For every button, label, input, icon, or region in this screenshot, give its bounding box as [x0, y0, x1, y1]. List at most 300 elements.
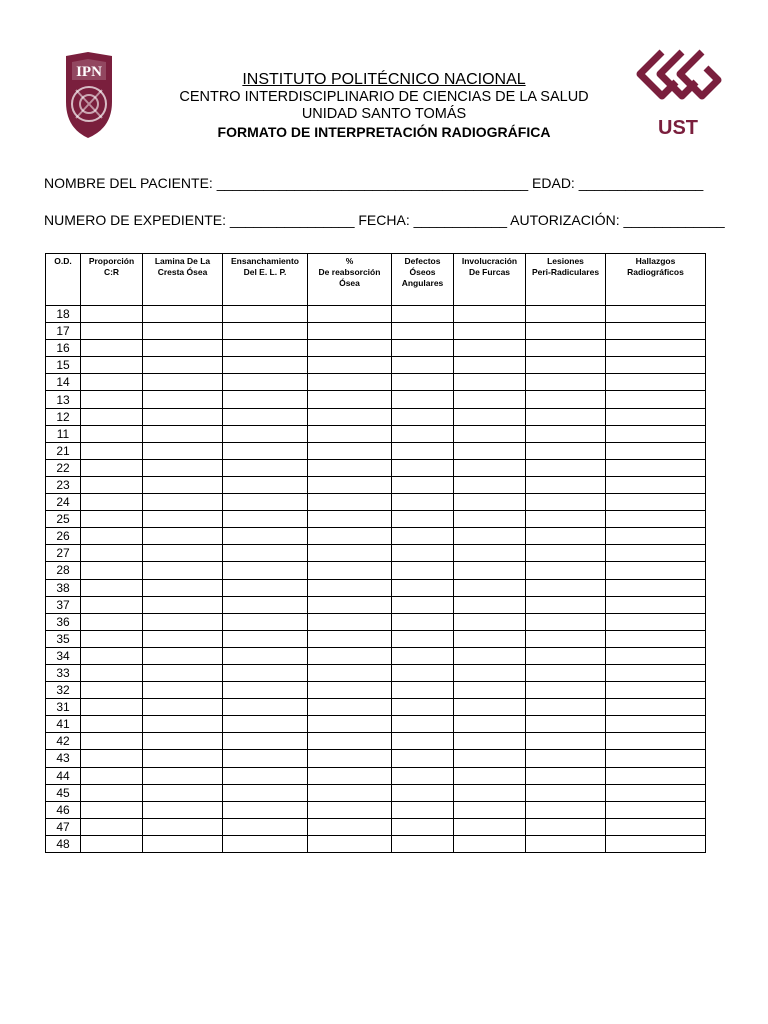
entry-cell[interactable] — [223, 699, 308, 716]
entry-cell[interactable] — [454, 391, 526, 408]
entry-cell[interactable] — [392, 801, 454, 818]
entry-cell[interactable] — [308, 442, 392, 459]
entry-cell[interactable] — [223, 408, 308, 425]
entry-cell[interactable] — [392, 682, 454, 699]
entry-cell[interactable] — [81, 340, 143, 357]
entry-cell[interactable] — [308, 596, 392, 613]
column-header: Lesiones Peri-Radiculares — [526, 254, 606, 306]
entry-cell[interactable] — [606, 323, 706, 340]
entry-cell[interactable] — [308, 801, 392, 818]
entry-cell[interactable] — [606, 647, 706, 664]
entry-cell[interactable] — [454, 545, 526, 562]
entry-cell[interactable] — [308, 733, 392, 750]
entry-cell[interactable] — [308, 357, 392, 374]
entry-cell[interactable] — [454, 664, 526, 681]
entry-cell[interactable] — [606, 750, 706, 767]
entry-cell[interactable] — [81, 459, 143, 476]
entry-cell[interactable] — [526, 391, 606, 408]
table-row — [46, 699, 706, 716]
entry-cell[interactable] — [81, 562, 143, 579]
entry-cell[interactable] — [526, 647, 606, 664]
entry-cell[interactable] — [143, 408, 223, 425]
table-row — [46, 476, 706, 493]
entry-cell[interactable] — [223, 476, 308, 493]
entry-cell[interactable] — [392, 306, 454, 323]
entry-cell[interactable] — [606, 545, 706, 562]
tooth-number: 11 — [46, 425, 81, 442]
entry-cell[interactable] — [606, 459, 706, 476]
entry-cell[interactable] — [454, 494, 526, 511]
entry-cell[interactable] — [454, 699, 526, 716]
tooth-number: 36 — [46, 613, 81, 630]
entry-cell[interactable] — [606, 562, 706, 579]
entry-cell[interactable] — [526, 784, 606, 801]
entry-cell[interactable] — [223, 545, 308, 562]
entry-cell[interactable] — [392, 647, 454, 664]
entry-cell[interactable] — [308, 579, 392, 596]
entry-cell[interactable] — [81, 425, 143, 442]
entry-cell[interactable] — [223, 374, 308, 391]
entry-cell[interactable] — [223, 306, 308, 323]
entry-cell[interactable] — [454, 613, 526, 630]
entry-cell[interactable] — [81, 835, 143, 852]
entry-cell[interactable] — [454, 408, 526, 425]
entry-cell[interactable] — [392, 357, 454, 374]
tooth-number: 23 — [46, 476, 81, 493]
entry-cell[interactable] — [526, 476, 606, 493]
table-row — [46, 801, 706, 818]
entry-cell[interactable] — [223, 750, 308, 767]
entry-cell[interactable] — [454, 750, 526, 767]
entry-cell[interactable] — [526, 511, 606, 528]
entry-cell[interactable] — [81, 767, 143, 784]
entry-cell[interactable] — [223, 596, 308, 613]
entry-cell[interactable] — [606, 408, 706, 425]
entry-cell[interactable] — [606, 391, 706, 408]
entry-cell[interactable] — [308, 716, 392, 733]
entry-cell[interactable] — [606, 357, 706, 374]
entry-cell[interactable] — [143, 511, 223, 528]
ipn-logo — [58, 50, 120, 140]
entry-cell[interactable] — [143, 562, 223, 579]
table-row — [46, 425, 706, 442]
entry-cell[interactable] — [454, 459, 526, 476]
entry-cell[interactable] — [81, 733, 143, 750]
entry-cell[interactable] — [454, 323, 526, 340]
entry-cell[interactable] — [606, 528, 706, 545]
entry-cell[interactable] — [392, 459, 454, 476]
entry-cell[interactable] — [606, 630, 706, 647]
entry-cell[interactable] — [392, 374, 454, 391]
entry-cell[interactable] — [454, 784, 526, 801]
entry-cell[interactable] — [143, 442, 223, 459]
entry-cell[interactable] — [454, 425, 526, 442]
entry-cell[interactable] — [143, 767, 223, 784]
entry-cell[interactable] — [454, 511, 526, 528]
tooth-number: 35 — [46, 630, 81, 647]
tooth-number: 47 — [46, 818, 81, 835]
entry-cell[interactable] — [143, 613, 223, 630]
entry-cell[interactable] — [454, 579, 526, 596]
entry-cell[interactable] — [81, 357, 143, 374]
entry-cell[interactable] — [526, 750, 606, 767]
entry-cell[interactable] — [392, 596, 454, 613]
entry-cell[interactable] — [223, 647, 308, 664]
entry-cell[interactable] — [526, 818, 606, 835]
entry-cell[interactable] — [81, 374, 143, 391]
entry-cell[interactable] — [606, 613, 706, 630]
entry-cell[interactable] — [143, 545, 223, 562]
entry-cell[interactable] — [223, 613, 308, 630]
entry-cell[interactable] — [526, 323, 606, 340]
entry-cell[interactable] — [606, 801, 706, 818]
entry-cell[interactable] — [81, 494, 143, 511]
entry-cell[interactable] — [81, 818, 143, 835]
entry-cell[interactable] — [223, 579, 308, 596]
entry-cell[interactable] — [223, 391, 308, 408]
entry-cell[interactable] — [81, 545, 143, 562]
entry-cell[interactable] — [143, 391, 223, 408]
entry-cell[interactable] — [308, 391, 392, 408]
entry-cell[interactable] — [526, 494, 606, 511]
entry-cell[interactable] — [606, 442, 706, 459]
entry-cell[interactable] — [143, 340, 223, 357]
entry-cell[interactable] — [526, 699, 606, 716]
entry-cell[interactable] — [392, 767, 454, 784]
ust-logo — [632, 44, 724, 140]
entry-cell[interactable] — [526, 459, 606, 476]
entry-cell[interactable] — [223, 630, 308, 647]
entry-cell[interactable] — [308, 664, 392, 681]
entry-cell[interactable] — [223, 784, 308, 801]
entry-cell[interactable] — [308, 767, 392, 784]
tooth-number: 14 — [46, 374, 81, 391]
column-header: Involucración De Furcas — [454, 254, 526, 306]
entry-cell[interactable] — [81, 716, 143, 733]
entry-cell[interactable] — [308, 425, 392, 442]
entry-cell[interactable] — [526, 545, 606, 562]
entry-cell[interactable] — [308, 374, 392, 391]
entry-cell[interactable] — [308, 835, 392, 852]
entry-cell[interactable] — [392, 630, 454, 647]
entry-cell[interactable] — [308, 528, 392, 545]
entry-cell[interactable] — [308, 562, 392, 579]
entry-cell[interactable] — [308, 459, 392, 476]
entry-cell[interactable] — [454, 716, 526, 733]
entry-cell[interactable] — [143, 647, 223, 664]
entry-cell[interactable] — [223, 716, 308, 733]
table-row — [46, 357, 706, 374]
entry-cell[interactable] — [81, 579, 143, 596]
table-row — [46, 784, 706, 801]
entry-cell[interactable] — [454, 357, 526, 374]
entry-cell[interactable] — [143, 750, 223, 767]
entry-cell[interactable] — [526, 664, 606, 681]
table-row — [46, 579, 706, 596]
entry-cell[interactable] — [392, 733, 454, 750]
entry-cell[interactable] — [223, 357, 308, 374]
entry-cell[interactable] — [81, 664, 143, 681]
tooth-number: 22 — [46, 459, 81, 476]
table-row — [46, 545, 706, 562]
column-header: Hallazgos Radiográficos — [606, 254, 706, 306]
entry-cell[interactable] — [308, 545, 392, 562]
entry-cell[interactable] — [454, 630, 526, 647]
entry-cell[interactable] — [308, 340, 392, 357]
entry-cell[interactable] — [454, 528, 526, 545]
entry-cell[interactable] — [526, 528, 606, 545]
entry-cell[interactable] — [454, 442, 526, 459]
entry-cell[interactable] — [526, 442, 606, 459]
entry-cell[interactable] — [223, 664, 308, 681]
entry-cell[interactable] — [81, 784, 143, 801]
table-row — [46, 630, 706, 647]
entry-cell[interactable] — [392, 613, 454, 630]
entry-cell[interactable] — [392, 579, 454, 596]
entry-cell[interactable] — [454, 647, 526, 664]
entry-cell[interactable] — [308, 408, 392, 425]
entry-cell[interactable] — [81, 323, 143, 340]
entry-cell[interactable] — [223, 818, 308, 835]
entry-cell[interactable] — [223, 459, 308, 476]
entry-cell[interactable] — [526, 682, 606, 699]
entry-cell[interactable] — [606, 596, 706, 613]
entry-cell[interactable] — [606, 699, 706, 716]
entry-cell[interactable] — [392, 442, 454, 459]
entry-cell[interactable] — [81, 801, 143, 818]
entry-cell[interactable] — [454, 340, 526, 357]
entry-cell[interactable] — [392, 323, 454, 340]
entry-cell[interactable] — [223, 425, 308, 442]
entry-cell[interactable] — [81, 408, 143, 425]
entry-cell[interactable] — [143, 596, 223, 613]
entry-cell[interactable] — [392, 835, 454, 852]
table-row — [46, 459, 706, 476]
entry-cell[interactable] — [392, 408, 454, 425]
entry-cell[interactable] — [308, 613, 392, 630]
entry-cell[interactable] — [454, 733, 526, 750]
entry-cell[interactable] — [454, 476, 526, 493]
table-row — [46, 306, 706, 323]
entry-cell[interactable] — [392, 818, 454, 835]
entry-cell[interactable] — [392, 494, 454, 511]
entry-cell[interactable] — [81, 511, 143, 528]
entry-cell[interactable] — [526, 579, 606, 596]
entry-cell[interactable] — [223, 442, 308, 459]
entry-cell[interactable] — [454, 374, 526, 391]
entry-cell[interactable] — [606, 733, 706, 750]
entry-cell[interactable] — [143, 323, 223, 340]
tooth-number: 46 — [46, 801, 81, 818]
entry-cell[interactable] — [143, 835, 223, 852]
table-row — [46, 716, 706, 733]
entry-cell[interactable] — [392, 476, 454, 493]
entry-cell[interactable] — [392, 562, 454, 579]
tooth-number: 27 — [46, 545, 81, 562]
entry-cell[interactable] — [606, 784, 706, 801]
entry-cell[interactable] — [308, 323, 392, 340]
entry-cell[interactable] — [454, 767, 526, 784]
entry-cell[interactable] — [223, 562, 308, 579]
entry-cell[interactable] — [606, 835, 706, 852]
entry-cell[interactable] — [606, 818, 706, 835]
entry-cell[interactable] — [143, 664, 223, 681]
entry-cell[interactable] — [392, 664, 454, 681]
entry-cell[interactable] — [223, 767, 308, 784]
table-row — [46, 323, 706, 340]
entry-cell[interactable] — [392, 750, 454, 767]
entry-cell[interactable] — [526, 835, 606, 852]
entry-cell[interactable] — [81, 750, 143, 767]
entry-cell[interactable] — [143, 374, 223, 391]
entry-cell[interactable] — [526, 357, 606, 374]
entry-cell[interactable] — [308, 784, 392, 801]
table-row — [46, 647, 706, 664]
record-date-auth-line[interactable]: NUMERO DE EXPEDIENTE: ________________ FECHA: ____________ AUTORIZACIÓN: _____________ — [44, 212, 725, 228]
entry-cell[interactable] — [526, 801, 606, 818]
entry-cell[interactable] — [392, 716, 454, 733]
entry-cell[interactable] — [143, 579, 223, 596]
ipn-crest-icon — [58, 50, 120, 140]
entry-cell[interactable] — [606, 664, 706, 681]
entry-cell[interactable] — [143, 716, 223, 733]
entry-cell[interactable] — [143, 801, 223, 818]
entry-cell[interactable] — [526, 340, 606, 357]
entry-cell[interactable] — [454, 818, 526, 835]
column-header: Proporción C:R — [81, 254, 143, 306]
entry-cell[interactable] — [81, 442, 143, 459]
entry-cell[interactable] — [526, 408, 606, 425]
entry-cell[interactable] — [308, 818, 392, 835]
entry-cell[interactable] — [392, 784, 454, 801]
entry-cell[interactable] — [143, 306, 223, 323]
entry-cell[interactable] — [392, 511, 454, 528]
entry-cell[interactable] — [606, 682, 706, 699]
entry-cell[interactable] — [143, 682, 223, 699]
entry-cell[interactable] — [606, 374, 706, 391]
entry-cell[interactable] — [526, 767, 606, 784]
tooth-number: 32 — [46, 682, 81, 699]
entry-cell[interactable] — [526, 374, 606, 391]
entry-cell[interactable] — [81, 647, 143, 664]
entry-cell[interactable] — [454, 596, 526, 613]
entry-cell[interactable] — [81, 596, 143, 613]
entry-cell[interactable] — [143, 357, 223, 374]
entry-cell[interactable] — [526, 613, 606, 630]
entry-cell[interactable] — [308, 494, 392, 511]
entry-cell[interactable] — [81, 630, 143, 647]
entry-cell[interactable] — [223, 733, 308, 750]
entry-cell[interactable] — [81, 476, 143, 493]
entry-cell[interactable] — [526, 562, 606, 579]
entry-cell[interactable] — [454, 682, 526, 699]
entry-cell[interactable] — [143, 699, 223, 716]
entry-cell[interactable] — [223, 528, 308, 545]
entry-cell[interactable] — [606, 306, 706, 323]
entry-cell[interactable] — [143, 630, 223, 647]
entry-cell[interactable] — [143, 459, 223, 476]
entry-cell[interactable] — [606, 716, 706, 733]
entry-cell[interactable] — [308, 306, 392, 323]
entry-cell[interactable] — [81, 391, 143, 408]
entry-cell[interactable] — [308, 699, 392, 716]
table-row — [46, 391, 706, 408]
entry-cell[interactable] — [454, 306, 526, 323]
tooth-number: 18 — [46, 306, 81, 323]
entry-cell[interactable] — [308, 476, 392, 493]
entry-cell[interactable] — [526, 425, 606, 442]
entry-cell[interactable] — [308, 511, 392, 528]
entry-cell[interactable] — [454, 835, 526, 852]
entry-cell[interactable] — [143, 818, 223, 835]
entry-cell[interactable] — [143, 494, 223, 511]
entry-cell[interactable] — [143, 784, 223, 801]
entry-cell[interactable] — [392, 545, 454, 562]
entry-cell[interactable] — [526, 596, 606, 613]
entry-cell[interactable] — [606, 494, 706, 511]
entry-cell[interactable] — [223, 340, 308, 357]
entry-cell[interactable] — [606, 476, 706, 493]
entry-cell[interactable] — [143, 528, 223, 545]
entry-cell[interactable] — [308, 630, 392, 647]
patient-name-age-line[interactable]: NOMBRE DEL PACIENTE: ________________________________________ EDAD: ________________ — [44, 175, 704, 191]
entry-cell[interactable] — [143, 733, 223, 750]
entry-cell[interactable] — [223, 511, 308, 528]
entry-cell[interactable] — [143, 476, 223, 493]
entry-cell[interactable] — [526, 630, 606, 647]
entry-cell[interactable] — [308, 682, 392, 699]
entry-cell[interactable] — [526, 716, 606, 733]
entry-cell[interactable] — [392, 340, 454, 357]
entry-cell[interactable] — [81, 306, 143, 323]
entry-cell[interactable] — [392, 699, 454, 716]
entry-cell[interactable] — [81, 682, 143, 699]
entry-cell[interactable] — [81, 528, 143, 545]
table-row — [46, 528, 706, 545]
entry-cell[interactable] — [223, 494, 308, 511]
table-row — [46, 613, 706, 630]
entry-cell[interactable] — [223, 323, 308, 340]
tooth-number: 42 — [46, 733, 81, 750]
entry-cell[interactable] — [392, 528, 454, 545]
table-row — [46, 750, 706, 767]
document-header — [160, 70, 608, 142]
entry-cell[interactable] — [308, 750, 392, 767]
entry-cell[interactable] — [606, 511, 706, 528]
entry-cell[interactable] — [308, 647, 392, 664]
entry-cell[interactable] — [392, 425, 454, 442]
ust-mark-icon — [632, 44, 724, 140]
entry-cell[interactable] — [143, 425, 223, 442]
entry-cell[interactable] — [81, 613, 143, 630]
entry-cell[interactable] — [81, 699, 143, 716]
entry-cell[interactable] — [606, 425, 706, 442]
entry-cell[interactable] — [526, 306, 606, 323]
entry-cell[interactable] — [606, 767, 706, 784]
table-row — [46, 596, 706, 613]
table-row — [46, 408, 706, 425]
entry-cell[interactable] — [526, 733, 606, 750]
column-header: Ensanchamiento Del E. L. P. — [223, 254, 308, 306]
entry-cell[interactable] — [392, 391, 454, 408]
entry-cell[interactable] — [606, 579, 706, 596]
entry-cell[interactable] — [223, 835, 308, 852]
entry-cell[interactable] — [454, 562, 526, 579]
entry-cell[interactable] — [606, 340, 706, 357]
entry-cell[interactable] — [454, 801, 526, 818]
entry-cell[interactable] — [223, 801, 308, 818]
entry-cell[interactable] — [223, 682, 308, 699]
